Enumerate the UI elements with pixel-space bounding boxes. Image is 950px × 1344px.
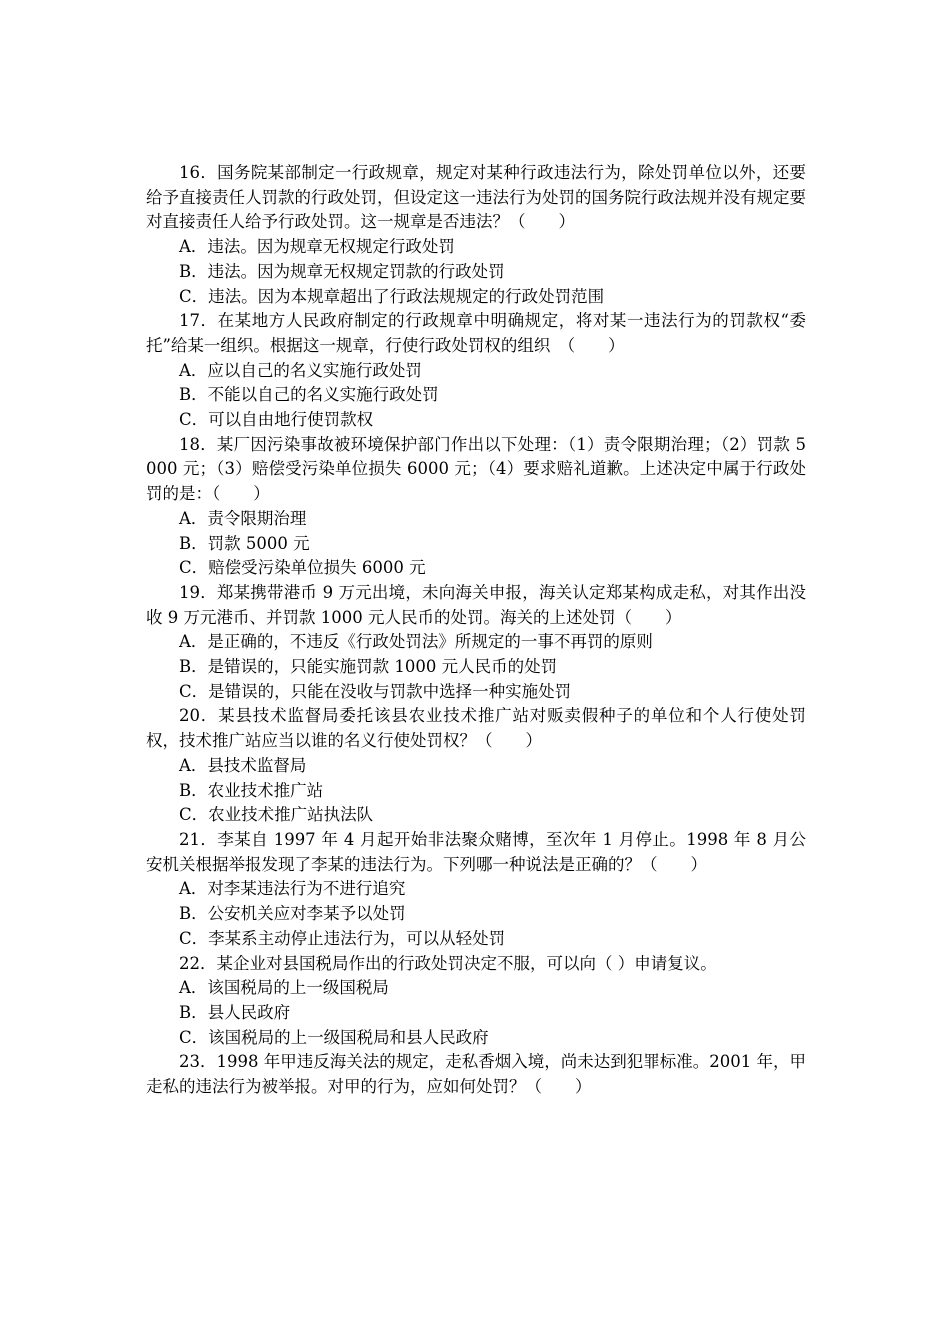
question-22-stem: 22．某企业对县国税局作出的行政处罚决定不服，可以向（ ）申请复议。 xyxy=(179,953,717,973)
question-16-stem: 16．国务院某部制定一行政规章，规定对某种行政违法行为，除处罚单位以外，还要给予直接责任人罚款的行政处罚，但设定这一违法行为处罚的国务院行政法规并没有规定要对直接责任人给予行政处罚。这一规章是否违法？（ ） xyxy=(146,163,806,232)
question-19-stem: 19．郑某携带港币 9 万元出境，未向海关申报，海关认定郑某构成走私，对其作出没收 9 万元港币、并罚款 1000 元人民币的处罚。海关的上述处罚（ ） xyxy=(146,582,806,627)
question-21-stem: 21．李某自 1997 年 4 月起开始非法聚众赌博，至次年 1 月停止。1998 年 8 月公安机关根据举报发现了李某的违法行为。下列哪一种说法是正确的？（ ） xyxy=(146,829,806,874)
question-18-option-a: A．责令限期治理 xyxy=(179,508,307,528)
question-16-option-a: A．违法。因为规章无权规定行政处罚 xyxy=(179,237,455,257)
document-page xyxy=(146,161,806,1100)
question-21-option-c: C．李某系主动停止违法行为，可以从轻处罚 xyxy=(179,928,506,948)
question-20-option-a: A．县技术监督局 xyxy=(179,755,307,775)
question-20-option-b: B．农业技术推广站 xyxy=(179,780,324,800)
question-19-option-a: A．是正确的，不违反《行政处罚法》所规定的一事不再罚的原则 xyxy=(179,632,653,652)
question-19-option-c: C．是错误的，只能在没收与罚款中选择一种实施处罚 xyxy=(179,681,572,701)
question-16-option-c: C．违法。因为本规章超出了行政法规规定的行政处罚范围 xyxy=(179,286,605,306)
question-22-option-a: A．该国税局的上一级国税局 xyxy=(179,978,389,998)
question-18-option-c: C．赔偿受污染单位损失 6000 元 xyxy=(179,558,426,578)
question-19-option-b: B．是错误的，只能实施罚款 1000 元人民币的处罚 xyxy=(179,657,558,677)
question-21-option-b: B．公安机关应对李某予以处罚 xyxy=(179,904,406,924)
question-21-option-a: A．对李某违法行为不进行追究 xyxy=(179,879,406,899)
question-18-option-b: B．罚款 5000 元 xyxy=(179,533,310,553)
question-17-stem: 17．在某地方人民政府制定的行政规章中明确规定，将对某一违法行为的罚款权“委托”给某一组织。根据这一规章，行使行政处罚权的组织 （ ） xyxy=(146,311,806,355)
question-23-stem: 23．1998 年甲违反海关法的规定，走私香烟入境，尚未达到犯罪标准。2001 年，甲走私的违法行为被举报。对甲的行为，应如何处罚？（ ） xyxy=(146,1052,806,1097)
question-16-option-b: B．违法。因为规章无权规定罚款的行政处罚 xyxy=(179,261,505,281)
question-17-option-a: A．应以自己的名义实施行政处罚 xyxy=(179,360,422,380)
question-20-option-c: C．农业技术推广站执法队 xyxy=(179,805,374,825)
question-17-option-c: C．可以自由地行使罚款权 xyxy=(179,410,374,430)
question-17-option-b: B．不能以自己的名义实施行政处罚 xyxy=(179,385,439,405)
question-22-option-b: B．县人民政府 xyxy=(179,1002,291,1022)
question-20-stem: 20．某县技术监督局委托该县农业技术推广站对贩卖假种子的单位和个人行使处罚权，技术推广站应当以谁的名义行使处罚权？（ ） xyxy=(146,706,806,751)
question-22-option-c: C．该国税局的上一级国税局和县人民政府 xyxy=(179,1027,489,1047)
question-18-stem: 18．某厂因污染事故被环境保护部门作出以下处理：（1）责令限期治理；（2）罚款 5000 元；（3）赔偿受污染单位损失 6000 元；（4）要求赔礼道歉。上述决定中属于行政处罚的是：（ ） xyxy=(146,434,806,504)
